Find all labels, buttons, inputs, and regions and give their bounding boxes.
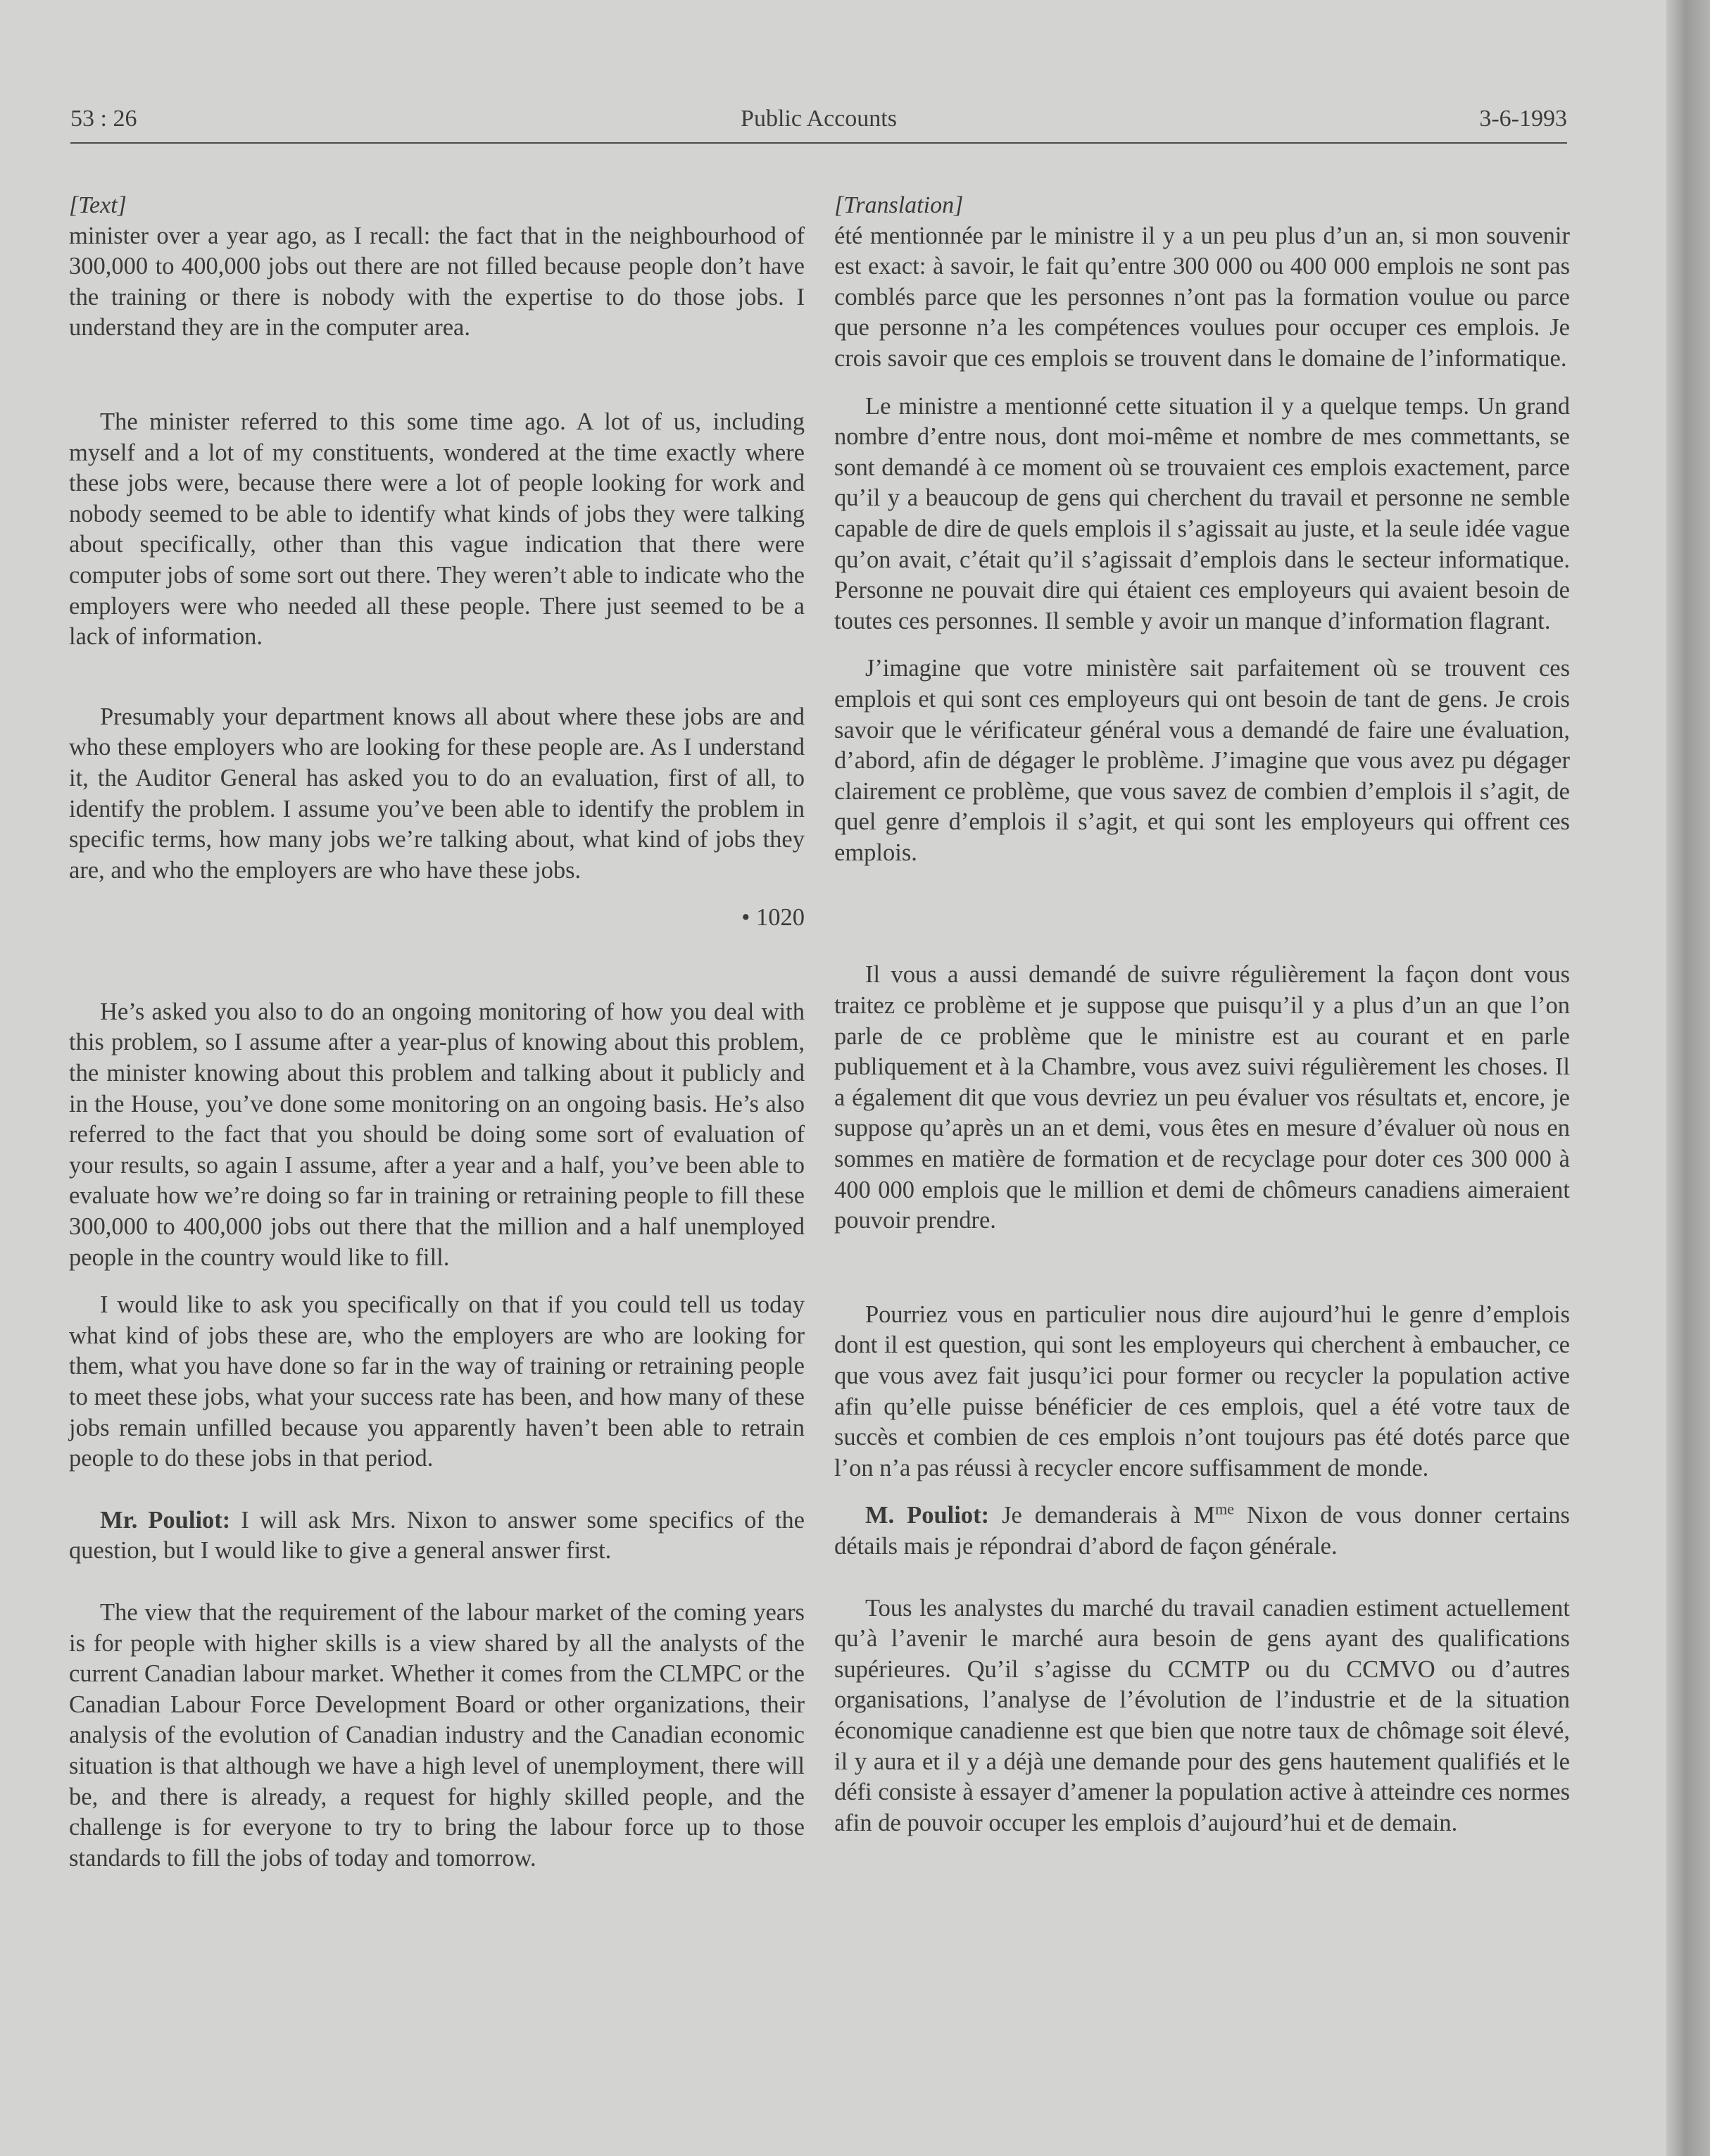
paragraph: [69, 1505, 805, 1567]
paragraph: Le ministre a mentionné cette situation il y a quelque temps. Un grand nombre d’entre nous, dont moi-même et nombre de mes commettants, se sont demandé à ce moment où se trouvaient ces emplois exactement, parce qu’il y a beaucoup de gens qui cherchent du travail et personne ne semble capable de dire de quels emplois il s’agissait au juste, et la seule idée vague qu’on avait, c’était qu’il s’agissait d’emplois dans le secteur informatique. Personne ne pouvait dire qui étaient ces employeurs qui avaient besoin de toutes ces personnes. Il semble y avoir un manque d’information flagrant.: [834, 392, 1570, 634]
paragraph: Presumably your department knows all about where these jobs are and who these employers who are looking for these people are. As I understand it, the Auditor General has asked you to do an evaluation, first of all, to identify the problem. I assume you’ve been able to identify the problem in specific terms, how many jobs we’re talking about, what kind of jobs they are, and who the employers are who have these jobs.: [69, 703, 805, 884]
header-rule: [70, 142, 1567, 144]
paragraph: The view that the requirement of the labour market of the coming years is for people with higher skills is a view shared by all the analysts of the current Canadian labour market. Whether it comes from the CLMPC or the Canadian Labour Force Development Board or other organizations, their analysis of the evolution of Canadian industry and the Canadian economic situation is that although we have a high level of unemployment, there will be, and there is already, a request for highly skilled people, and the challenge is for everyone to try to bring the labour force up to those standards to fill the jobs of today and tomorrow.: [69, 1598, 805, 1872]
scan-page-edge: [1666, 0, 1710, 2156]
time-marker: • 1020: [741, 904, 805, 932]
page-reference: 53 : 26: [70, 106, 137, 132]
speaker-name: M. Pouliot:: [865, 1502, 990, 1529]
paragraph: I would like to ask you specifically on that if you could tell us today what kind of jobs these are, who the employers are who are looking for them, what you have done so far in the way of training or retraining people to meet these jobs, what your success rate has been, and how many of these jobs remain unfilled because you apparently haven’t been able to retrain people to do these jobs in that period.: [69, 1291, 805, 1472]
speech-text: I will ask Mrs. Nixon to answer some specifics of the question, but I would like to give a general answer first.: [69, 1506, 805, 1565]
page-date: 3-6-1993: [1479, 106, 1567, 132]
page-header: [70, 106, 1567, 141]
language-tag-text: [Text]: [69, 192, 127, 218]
language-tag-translation: [Translation]: [834, 192, 964, 218]
paragraph: The minister referred to this some time ago. A lot of us, including myself and a lot of my constituents, wondered at the time exactly where these jobs were, because there were a lot of people looking for work and nobody seemed to be able to identify what kinds of jobs they were talking about specifically, other than this vague indication that there were computer jobs of some sort out there. They weren’t able to indicate who the employers were who needed all these people. There just seemed to be a lack of information.: [69, 408, 805, 651]
paragraph: Tous les analystes du marché du travail canadien estiment actuellement qu’à l’avenir le marché aura besoin de gens ayant des qualifications supérieures. Qu’il s’agisse du CCMTP ou du CCMVO ou d’autres organisations, l’analyse de l’évolution de l’industrie et de la situation économique canadienne est que bien que notre taux de chômage soit élevé, il y aura et il y a déjà une demande pour des gens hautement qualifiés et le défi consiste à essayer d’amener la population active à atteindre ces normes afin de pouvoir occuper les emplois d’aujourd’hui et de demain.: [834, 1594, 1570, 1836]
paragraph: He’s asked you also to do an ongoing monitoring of how you deal with this problem, so I assume after a year-plus of knowing about this problem, the minister knowing about this problem and talking about it publicly and in the House, you’ve done some monitoring on an ongoing basis. He’s also referred to the fact that you should be doing some sort of evaluation of your results, so again I assume, after a year and a half, you’ve been able to evaluate how we’re doing so far in training or retraining people to fill these 300,000 to 400,000 jobs out there that the million and a half unemployed people in the country would like to fill.: [69, 998, 805, 1271]
publication-title: Public Accounts: [741, 106, 897, 132]
french-column: [834, 190, 1570, 1838]
paragraph: été mentionnée par le ministre il y a un peu plus d’un an, si mon souvenir est exact: à savoir, le fait qu’entre 300 000 ou 400 000 emplois ne sont pas comblés parce que les personnes n’ont pas la formation voulue ou parce que personne n’a les compétences voulues pour occuper ces emplois. Je crois savoir que ces emplois se trouvent dans le domaine de l’informatique.: [834, 222, 1570, 372]
speaker-name: Mr. Pouliot:: [100, 1506, 231, 1534]
paragraph: M. Pouliot: Je demanderais à $M^{me}$ Nixon de vous donner certains détails mais je répondrai d’abord de façon générale.: [834, 1500, 1570, 1560]
paragraph: J’imagine que votre ministère sait parfaitement où se trouvent ces emplois et qui sont ces employeurs qui ont besoin de tant de gens. Je crois savoir que le vérificateur général vous a demandé de faire une évaluation, d’abord, afin de dégager le problème. J’imagine que vous avez pu dégager clairement ce problème, que vous savez de combien d’emplois il s’agit, de quel genre d’emplois il s’agit, et qui sont les employeurs qui offrent ces emplois.: [834, 655, 1570, 866]
paragraph: Pourriez vous en particulier nous dire aujourd’hui le genre d’emplois dont il est question, qui sont les employeurs qui cherchent à embaucher, ce que vous avez fait jusqu’ici pour former ou recycler la population active afin qu’elle puisse bénéficier de ces emplois, quel a été votre taux de succès et combien de ces emplois n’ont toujours pas été dotés parce que l’on n’a pas réussi à recycler encore suffisamment de monde.: [834, 1301, 1570, 1481]
paragraph: Il vous a aussi demandé de suivre régulièrement la façon dont vous traitez ce problème et je suppose que puisqu’il y a plus d’un an que l’on parle de ce problème que le ministre est au courant et en parle publiquement et à la Chambre, vous avez suivi régulièrement les choses. Il a également dit que vous devriez un peu évaluer vos résultats et, encore, je suppose qu’après un an et demi, vous êtes en mesure d’évaluer où nous en sommes en matière de formation et de recyclage pour doter ces 300 000 à 400 000 emplois que le million et demi de chômeurs canadiens aimeraient pouvoir prendre.: [834, 961, 1570, 1234]
english-column: [69, 190, 805, 1874]
paragraph: minister over a year ago, as I recall: the fact that in the neighbourhood of 300,000 to 400,000 jobs out there are not filled because people don’t have the training or there is nobody with the expertise to do those jobs. I understand they are in the computer area.: [69, 222, 805, 341]
